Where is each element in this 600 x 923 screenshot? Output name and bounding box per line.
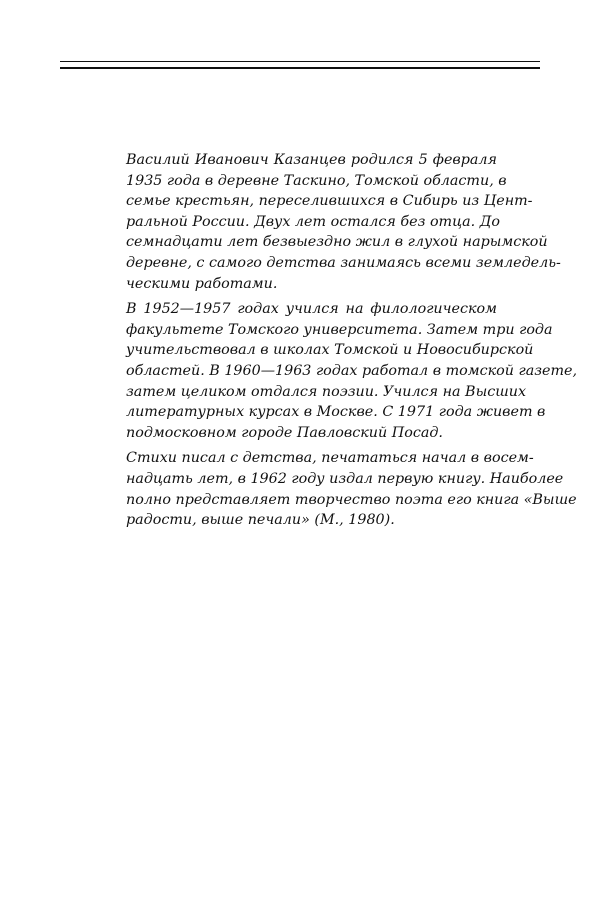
text-line: ральной России. Двух лет остался без отца. До [126,213,500,230]
text-line: деревне, с самого детства занимаясь всеми земледель- [126,254,561,271]
text-line: Василий Иванович Казанцев родился 5 февраля [126,152,497,168]
text-line: ческими работами. [126,275,278,292]
text-line: затем целиком отдался поэзии. Учился на Высших [126,383,527,400]
biography-paragraph-1 [126,150,561,294]
text-line: учительствовал в школах Томской и Новосибирской [126,342,534,359]
header-rule-thick [60,67,540,69]
text-line: факультете Томского университета. Затем три года [126,321,553,338]
text-line: семье крестьян, переселившихся в Сибирь из Цент- [126,193,533,210]
text-line: Стихи писал с детства, печататься начал в восем- [126,450,534,467]
text-line: надцать лет, в 1962 году издал первую книгу. Наиболее [126,470,564,487]
text-line: радости, выше печали» (М., 1980). [126,512,395,529]
header-rule-thin [60,61,540,62]
text-line: подмосковном городе Павловский Посад. [126,424,443,441]
text-line: литературных курсах в Москве. С 1971 года живет в [126,404,546,421]
text-line: семнадцати лет безвыездно жил в глухой нарымской [126,234,548,251]
text-line: областей. В 1960—1963 годах работал в томской газете, [126,362,578,379]
text-line: полно представляет творчество поэта его книга «Выше [126,491,577,508]
text-line: 1935 года в деревне Таскино, Томской области, в [126,172,507,189]
text-line: В 1952—1957 годах учился на филологическом [126,301,497,318]
biography-paragraph-2 [126,299,578,443]
biography-text [126,150,578,536]
biography-paragraph-3 [126,448,577,530]
